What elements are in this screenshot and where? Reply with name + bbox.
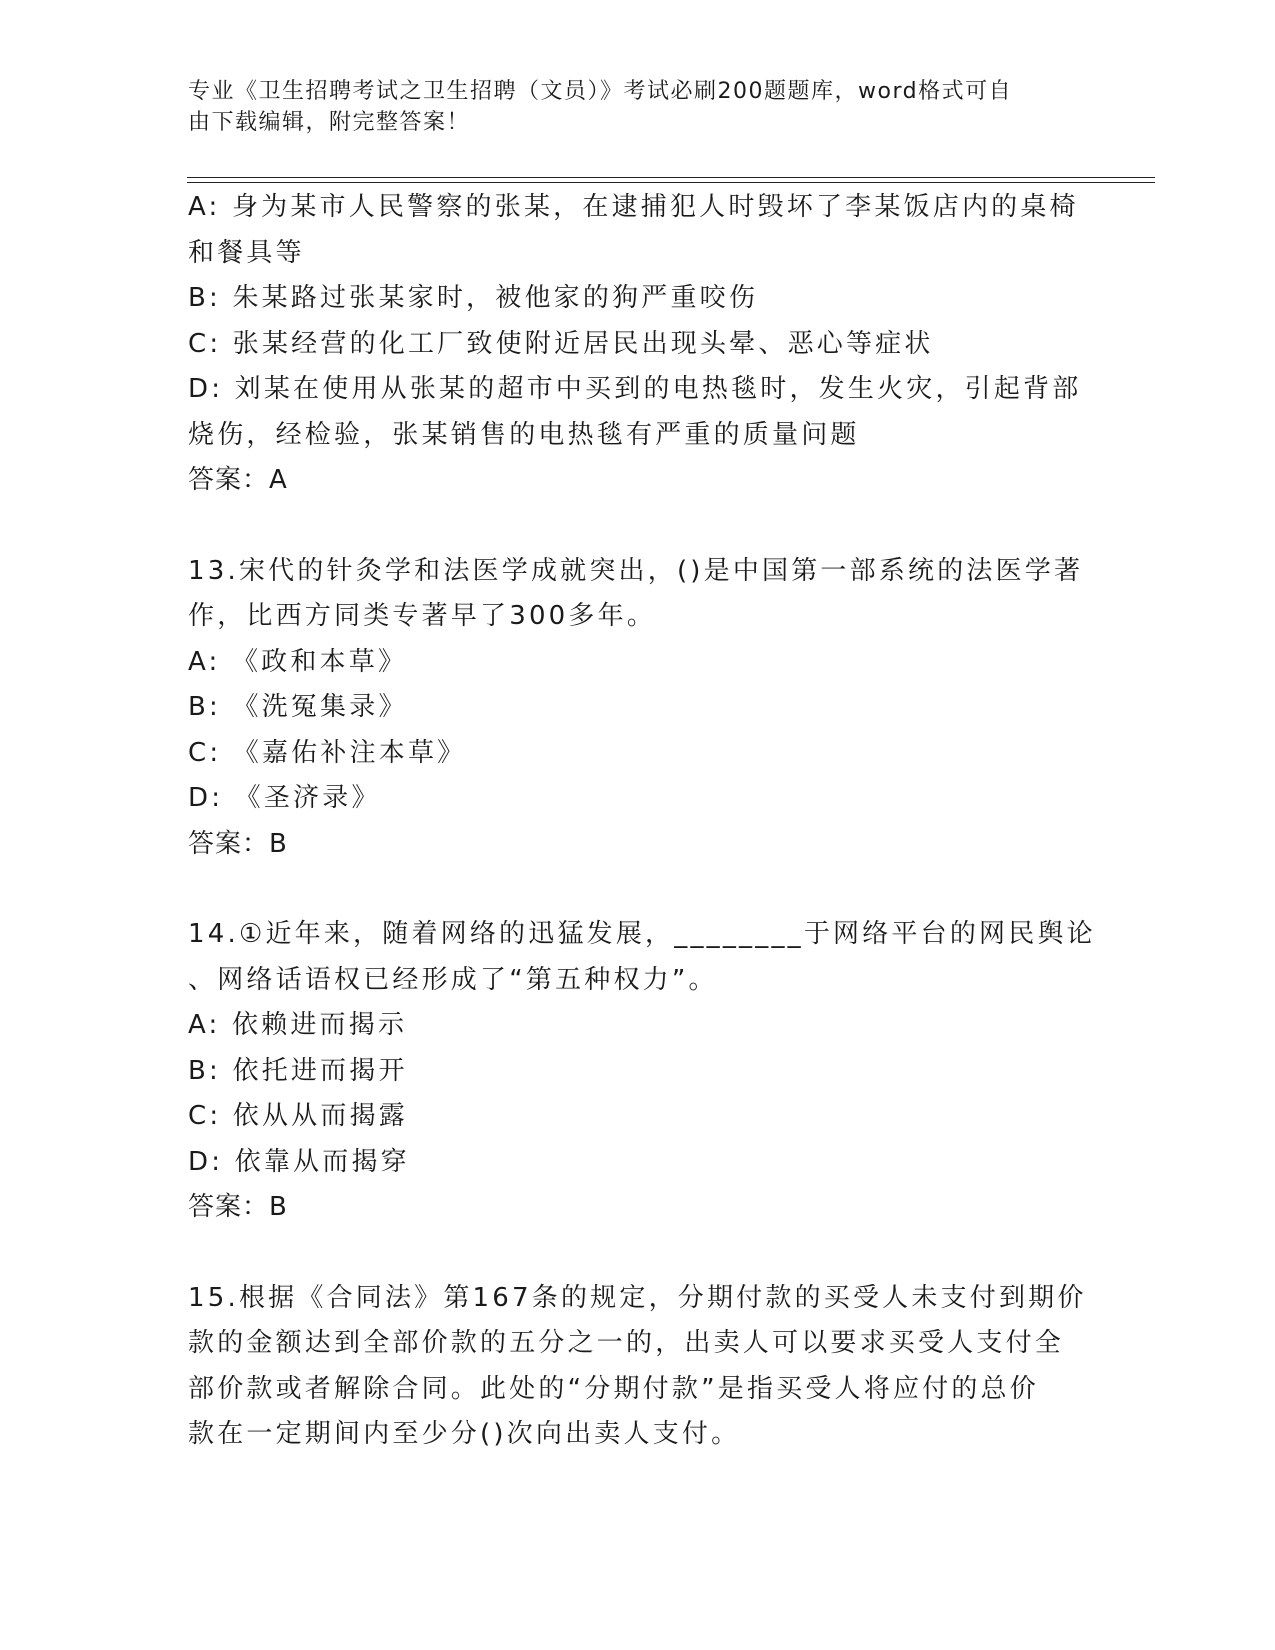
question-stem-line-1: 14.①近年来，随着网络的迅猛发展，________于网络平台的网民舆论 bbox=[188, 919, 1096, 949]
question-stem-line-2: 作，比西方同类专著早了300多年。 bbox=[188, 601, 657, 631]
answer: 答案：B bbox=[188, 828, 288, 859]
header-divider-bottom bbox=[187, 182, 1155, 183]
option-b: B: 依托进而揭开 bbox=[188, 1055, 408, 1086]
question-stem-line-1: 13.宋代的针灸学和法医学成就突出，()是中国第一部系统的法医学著 bbox=[188, 555, 1084, 586]
option-c: C: 张某经营的化工厂致使附近居民出现头晕、恶心等症状 bbox=[188, 328, 934, 359]
answer: 答案：B bbox=[188, 1192, 288, 1222]
document-header bbox=[188, 76, 1068, 138]
option-d-line-2: 烧伤，经检验，张某销售的电热毯有严重的质量问题 bbox=[188, 419, 860, 450]
question-14 bbox=[188, 912, 1096, 1231]
option-c: C: 依从从而揭露 bbox=[188, 1101, 408, 1131]
question-stem-line-2: 、网络话语权已经形成了“第五种权力”。 bbox=[188, 964, 718, 995]
question-list bbox=[188, 185, 1096, 1458]
option-a-line-1: A: 身为某市人民警察的张某，在逮捕犯人时毁坏了李某饭店内的桌椅 bbox=[188, 192, 1079, 222]
option-b: B: 《洗冤集录》 bbox=[188, 692, 408, 722]
header-divider-top bbox=[187, 177, 1155, 178]
option-b: B: 朱某路过张某家时，被他家的狗严重咬伤 bbox=[188, 283, 759, 313]
question-13 bbox=[188, 549, 1088, 868]
header-title-line-2: 由下载编辑，附完整答案！ bbox=[188, 110, 471, 135]
option-a: A: 《政和本草》 bbox=[188, 646, 408, 677]
question-stem-line-4: 款在一定期间内至少分()次向出卖人支付。 bbox=[188, 1419, 741, 1449]
option-c: C: 《嘉佑补注本草》 bbox=[188, 737, 467, 768]
question-15 bbox=[188, 1276, 1088, 1458]
option-d-line-1: D: 刘某在使用从张某的超市中买到的电热毯时，发生火灾，引起背部 bbox=[188, 374, 1082, 404]
question-stem-line-1: 15.根据《合同法》第167条的规定，分期付款的买受人未支付到期价 bbox=[188, 1282, 1087, 1313]
answer: 答案：A bbox=[188, 465, 288, 495]
question-12-continued bbox=[188, 185, 1088, 504]
option-d: D: 依靠从而揭穿 bbox=[188, 1146, 410, 1177]
spacer bbox=[188, 504, 1088, 549]
option-d: D: 《圣济录》 bbox=[188, 783, 381, 813]
header-title-line-1: 专业《卫生招聘考试之卫生招聘（文员）》考试必刷200题题库，word格式可自 bbox=[188, 79, 1013, 104]
spacer bbox=[188, 867, 1088, 912]
spacer bbox=[188, 1231, 1088, 1276]
option-a-line-2: 和餐具等 bbox=[188, 237, 305, 268]
question-stem-line-2: 款的金额达到全部价款的五分之一的，出卖人可以要求买受人支付全 bbox=[188, 1328, 1065, 1358]
option-a: A: 依赖进而揭示 bbox=[188, 1010, 408, 1040]
question-stem-line-3: 部价款或者解除合同。此处的“分期付款”是指买受人将应付的总价 bbox=[188, 1373, 1039, 1404]
